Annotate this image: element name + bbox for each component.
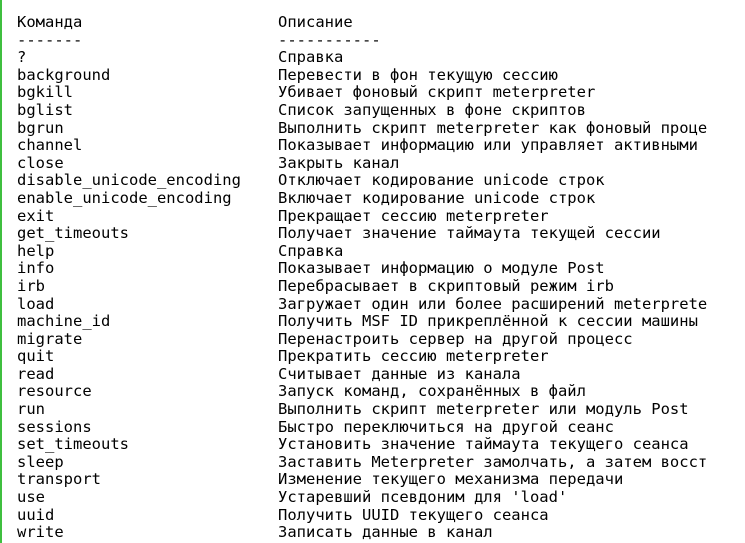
command-description: Установить значение таймаута текущего сеанса [278,436,689,454]
table-row [17,49,745,67]
command-description: Получить MSF ID прикреплённой к сессии машины [278,313,698,331]
table-row [17,67,745,85]
table-row [17,348,745,366]
command-name: write [17,524,64,542]
command-description: Записать данные в канал [278,524,493,542]
command-name: ? [17,49,27,67]
terminal-left-border [0,0,2,543]
command-name: info [17,260,55,278]
command-name: bgkill [17,84,73,102]
command-name: sessions [17,418,92,436]
table-row [17,84,745,102]
command-description: Справка [278,49,344,67]
command-description: Выполнить скрипт meterpreter как фоновый проце [278,119,708,137]
table-row [17,366,745,384]
table-row [17,436,745,454]
table-header [17,14,745,32]
command-description: Показывает информацию о модуле Post [278,260,605,278]
command-name: resource [17,383,92,401]
command-name: uuid [17,506,55,524]
description-column-header: Описание [278,14,353,31]
table-row [17,137,745,155]
command-description: Запуск команд, сохранённых в файл [278,383,586,401]
command-description: Прекратить сессию meterpreter [278,348,549,366]
command-description: Закрыть канал [278,154,400,172]
command-description: Быстро переключиться на другой сеанс [278,418,614,436]
description-column-separator: ----------- [278,31,381,49]
table-row [17,454,745,472]
command-list [17,49,745,542]
table-row [17,260,745,278]
command-name: load [17,295,55,313]
command-name: exit [17,207,55,225]
command-name: set_timeouts [17,436,129,454]
command-name: enable_unicode_encoding [17,189,232,207]
table-row [17,190,745,208]
table-row [17,524,745,542]
command-name: quit [17,348,55,366]
command-description: Загружает один или более расширений meterprete [278,295,708,313]
table-row [17,243,745,261]
command-description: Убивает фоновый скрипт meterpreter [278,84,596,102]
table-row [17,419,745,437]
command-description: Выполнить скрипт meterpreter или модуль Post [278,401,689,419]
command-column-separator: ------- [17,31,83,49]
command-name: close [17,154,64,172]
command-description: Получить UUID текущего сеанса [278,506,549,524]
command-name: migrate [17,330,83,348]
table-row [17,172,745,190]
command-name: background [17,66,111,84]
table-row [17,278,745,296]
table-row [17,489,745,507]
command-name: read [17,365,55,383]
command-name: use [17,489,45,507]
table-row [17,155,745,173]
command-name: bgrun [17,119,64,137]
command-description: Прекращает сессию meterpreter [278,207,549,225]
table-header-separator [17,32,745,50]
table-row [17,225,745,243]
command-description: Изменение текущего механизма передачи [278,471,624,489]
command-name: channel [17,137,83,155]
command-column-header: Команда [17,14,83,31]
command-description: Показывает информацию или управляет активными [278,137,698,155]
table-row [17,507,745,525]
terminal-output [17,14,745,542]
command-description: Считывает данные из канала [278,365,521,383]
command-description: Перевести в фон текущую сессию [278,66,558,84]
table-row [17,208,745,226]
command-description: Получает значение таймаута текущей сессии [278,225,661,243]
command-name: help [17,242,55,260]
table-row [17,401,745,419]
command-name: transport [17,471,101,489]
command-name: machine_id [17,313,111,331]
command-description: Устаревший псевдоним для 'load' [278,489,568,507]
command-name: bglist [17,101,73,119]
table-row [17,331,745,349]
command-description: Заставить Meterpreter замолчать, а затем восст [278,453,708,471]
command-name: sleep [17,453,64,471]
command-name: disable_unicode_encoding [17,172,241,190]
command-name: run [17,401,45,419]
table-row [17,120,745,138]
table-row [17,313,745,331]
command-description: Справка [278,242,344,260]
table-row [17,471,745,489]
command-description: Включает кодирование unicode строк [278,189,596,207]
command-description: Перебрасывает в скриптовый режим irb [278,277,614,295]
command-description: Перенастроить сервер на другой процесс [278,330,633,348]
command-name: irb [17,277,45,295]
table-row [17,383,745,401]
command-description: Отключает кодирование unicode строк [278,172,605,190]
command-description: Список запущенных в фоне скриптов [278,101,586,119]
table-row [17,102,745,120]
table-row [17,296,745,314]
command-name: get_timeouts [17,225,129,243]
